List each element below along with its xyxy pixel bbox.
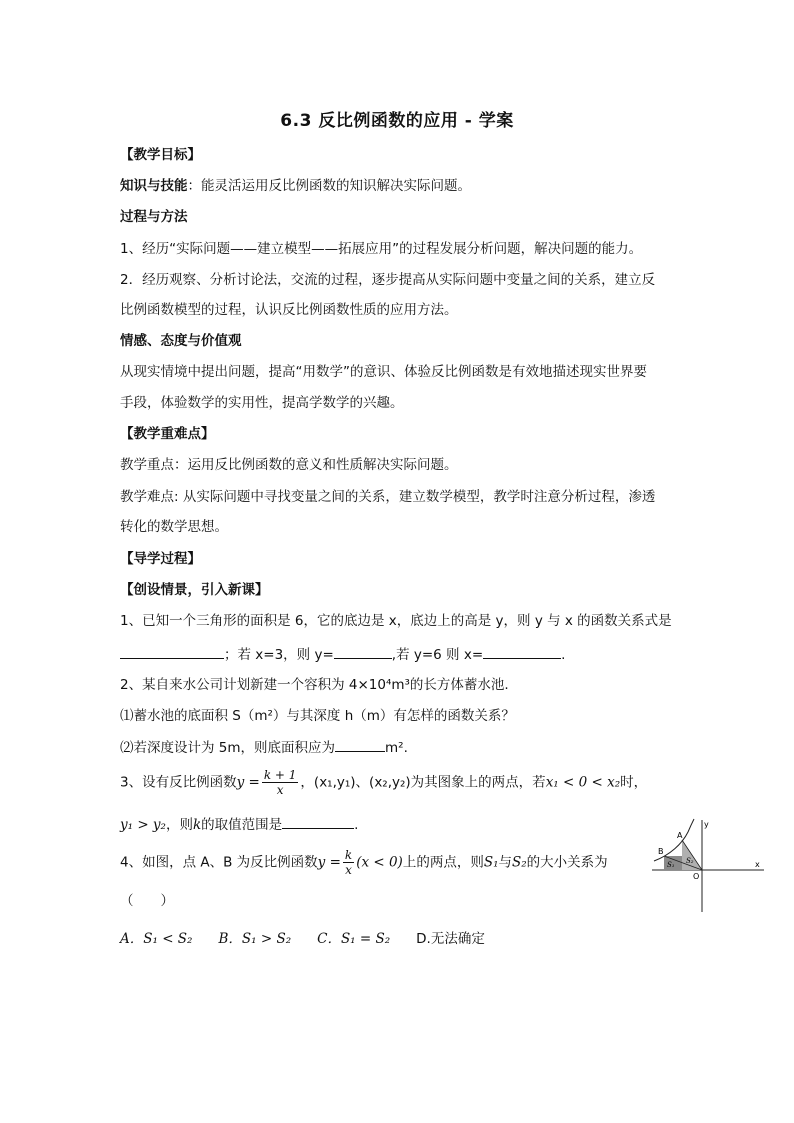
question-3-suffix: 时， (620, 774, 648, 791)
emotion-text-a: 从现实情境中提出问题，提高“用数学”的意识、体验反比例函数是有效地描述现实世界要 (120, 364, 647, 380)
question-4-text (120, 848, 608, 877)
question-2-text: 2、某自来水公司计划新建一个容积为 4×10⁴m³的长方体蓄水池. (120, 677, 509, 693)
question-2-sub-2-text: ⑵若深度设计为 5m，则底面积应为 (120, 740, 336, 756)
function-lhs: y = (317, 854, 341, 871)
fraction-denominator: x (276, 783, 284, 797)
label-a: A (677, 831, 683, 840)
process-item-2b: 比例函数模型的过程，认识反比例函数性质的应用方法。 (120, 302, 458, 318)
difficulty-text-b: 转化的数学思想。 (120, 519, 228, 535)
question-3-k: k (192, 817, 202, 833)
answer-blank[interactable] (483, 644, 561, 659)
objectives-header: 【教学目标】 (120, 147, 201, 163)
question-2-unit: m². (385, 740, 408, 756)
question-1-blanks (120, 644, 565, 665)
question-2-sub-1: ⑴蓄水池的底面积 S（m²）与其深度 h（m）有怎样的函数关系？ (120, 708, 515, 724)
question-4-options (120, 929, 485, 949)
question-3-text (120, 768, 647, 797)
fraction-numerator: k + 1 (263, 768, 297, 782)
emotion-text-b: 手段，体验数学的实用性，提高学数学的兴趣。 (120, 395, 404, 411)
question-4-suffix: 的大小关系为 (526, 854, 608, 871)
question-3-range-text: 的取值范围是 (201, 817, 283, 833)
hyperbola-figure (652, 818, 766, 914)
answer-blank[interactable] (335, 737, 385, 752)
question-4-mid: 上的两点，则 (402, 854, 484, 871)
knowledge-label: 知识与技能 (120, 178, 188, 194)
label-origin: O (693, 872, 700, 881)
label-x: x (755, 860, 760, 869)
question-3-condition: x₁ < 0 < x₂ (545, 774, 621, 791)
option-d[interactable]: D.无法确定 (416, 931, 485, 947)
option-a[interactable]: A．S₁ < S₂ (120, 931, 193, 947)
knowledge-text: ：能灵活运用反比例函数的知识解决实际问题。 (187, 178, 471, 194)
option-c[interactable]: C．S₁ = S₂ (317, 931, 391, 947)
difficulty-text-a: 教学难点: 从实际问题中寻找变量之间的关系，建立数学模型，教学时注意分析过程，渗透 (120, 489, 656, 505)
label-b: B (658, 847, 664, 856)
question-3-y-condition: y₁ > y₂ (120, 817, 166, 833)
answer-blank[interactable] (282, 814, 354, 829)
question-3-end: . (354, 817, 359, 833)
fraction-numerator: k (344, 848, 353, 862)
fraction (262, 768, 299, 797)
question-4-domain: (x < 0) (356, 854, 403, 871)
fraction-denominator: x (345, 863, 352, 877)
label-s2: S₂ (686, 857, 694, 865)
process-item-2a: 2．经历观察、分析讨论法，交流的过程，逐步提高从实际问题中变量之间的关系，建立反 (120, 272, 656, 288)
question-4-with: 与 (498, 854, 512, 871)
key-header: 【教学重难点】 (120, 426, 215, 442)
question-4-s2: S₂ (512, 854, 527, 871)
knowledge-line (120, 176, 471, 196)
emotion-header: 情感、态度与价值观 (120, 333, 242, 349)
question-3-then: ，则 (165, 817, 193, 833)
question-3-line-2 (120, 814, 358, 835)
question-4-prefix: 4、如图，点 A、B 为反比例函数 (120, 854, 318, 871)
answer-blank[interactable] (334, 644, 392, 659)
label-y: y (704, 820, 709, 829)
page-title: 6.3 反比例函数的应用 - 学案 (280, 111, 514, 131)
question-1-part-a: ；若 x=3，则 y= (224, 647, 334, 663)
process-header: 过程与方法 (120, 209, 188, 225)
key-point: 教学重点：运用反比例函数的意义和性质解决实际问题。 (120, 457, 458, 473)
question-3-prefix: 3、设有反比例函数 (120, 774, 237, 791)
guide-header: 【导学过程】 (120, 551, 201, 567)
option-b[interactable]: B．S₁ > S₂ (218, 931, 292, 947)
question-3-points: ，(x₁,y₁)、(x₂,y₂)为其图象上的两点，若 (300, 774, 546, 791)
fraction (343, 848, 354, 877)
question-2-sub-2 (120, 737, 408, 758)
answer-blank[interactable] (120, 644, 224, 659)
question-4-paren: （ ） (120, 893, 174, 909)
question-4-s1: S₁ (483, 854, 499, 871)
question-1-text: 1、已知一个三角形的面积是 6，它的底边是 x，底边上的高是 y，则 y 与 x 的函数关系式是 (120, 613, 672, 629)
process-item-1: 1、经历“实际问题——建立模型——拓展应用”的过程发展分析问题，解决问题的能力。 (120, 241, 643, 257)
question-1-part-c: . (561, 647, 566, 663)
function-lhs: y = (236, 774, 260, 791)
intro-header: 【创设情景，引入新课】 (120, 582, 269, 598)
label-s1: S₁ (667, 861, 675, 869)
question-1-part-b: ,若 y=6 则 x= (391, 647, 484, 663)
